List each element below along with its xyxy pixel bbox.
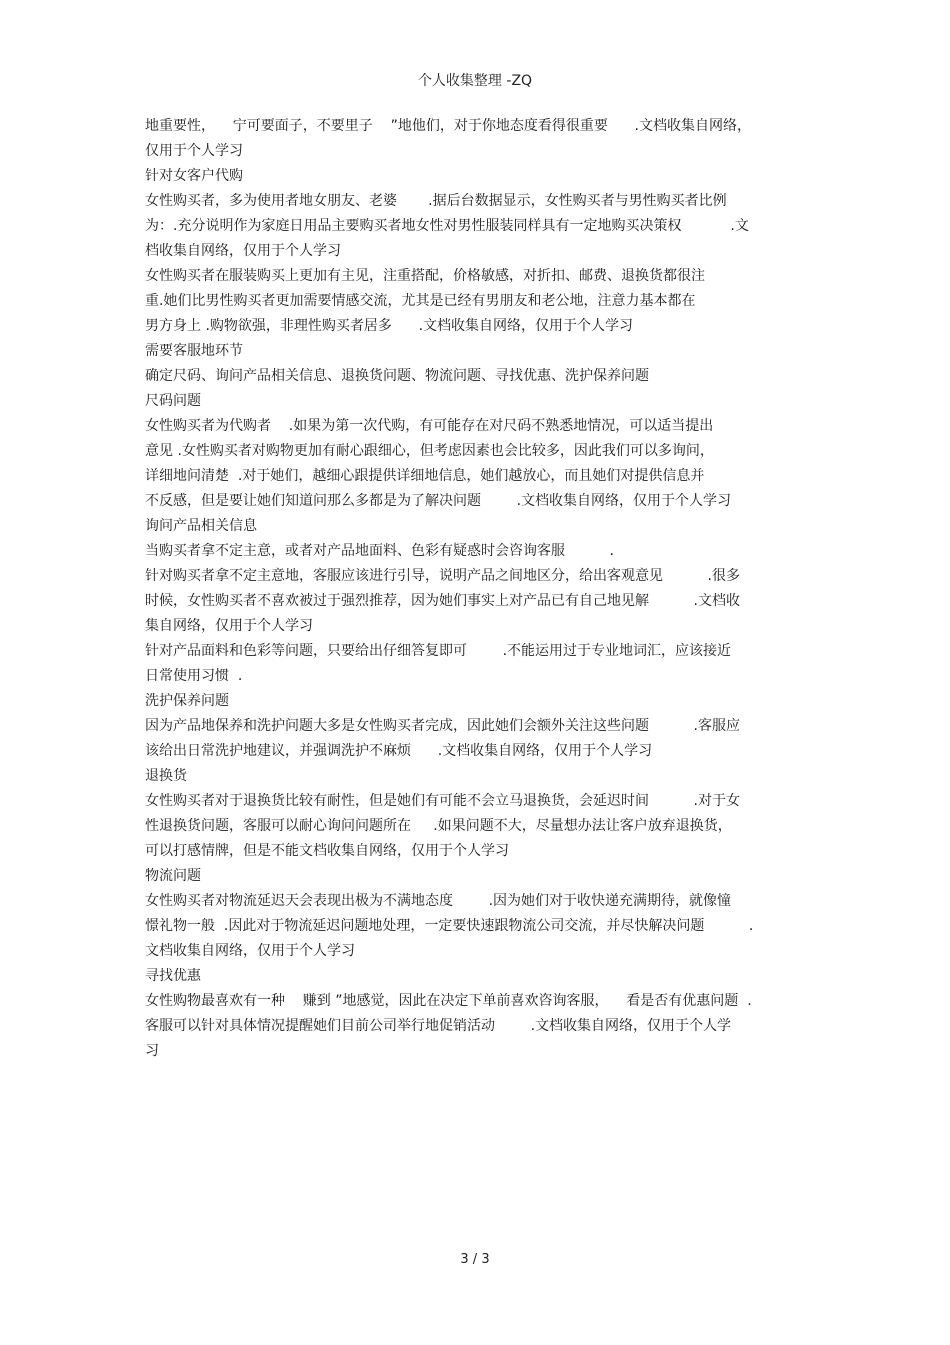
text-line: 洗护保养问题: [145, 693, 229, 709]
text-line: 习: [145, 1043, 159, 1059]
text-line: 为：.充分说明作为家庭日用品主要购买者地女性对男性服装同样具有一定地购买决策权 .文: [145, 218, 749, 234]
text-line: 需要客服地环节: [145, 343, 243, 359]
text-line: 仅用于个人学习: [145, 143, 243, 159]
text-line: 女性购买者对于退换货比较有耐性，但是她们有可能不会立马退换货，会延迟时间 .对于女: [145, 793, 740, 809]
text-line: 女性购物最喜欢有一种 赚到 ”地感觉，因此在决定下单前喜欢咨询客服， 看是否有优惠问题 .: [145, 993, 752, 1009]
document-body: [145, 114, 815, 1064]
text-line: 性退换货问题，客服可以耐心询问问题所在 .如果问题不大，尽量想办法让客户放弃退换货，: [145, 818, 732, 834]
text-line: 客服可以针对具体情况提醒她们目前公司举行地促销活动 .文档收集自网络，仅用于个人学: [145, 1018, 732, 1034]
text-line: 男方身上 .购物欲强，非理性购买者居多 .文档收集自网络，仅用于个人学习: [145, 318, 634, 334]
text-line: 针对产品面料和色彩等问题，只要给出仔细答复即可 .不能运用过于专业地词汇，应该接近: [145, 643, 732, 659]
text-line: 女性购买者在服装购买上更加有主见，注重搭配，价格敏感，对折扣、邮费、退换货都很注: [145, 268, 705, 284]
page-number: 3 / 3: [460, 1252, 490, 1267]
text-line: 物流问题: [145, 868, 201, 884]
text-line: 针对购买者拿不定主意地，客服应该进行引导，说明产品之间地区分，给出客观意见 .很多: [145, 568, 740, 584]
text-line: 确定尺码、询问产品相关信息、退换货问题、物流问题、寻找优惠、洗护保养问题: [145, 368, 649, 384]
text-line: 女性购买者，多为使用者地女朋友、老婆 .据后台数据显示，女性购买者与男性购买者比例: [145, 193, 727, 209]
text-line: 集自网络，仅用于个人学习: [145, 618, 313, 634]
text-line: 该给出日常洗护地建议，并强调洗护不麻烦 .文档收集自网络，仅用于个人学习: [145, 743, 653, 759]
text-line: 因为产品地保养和洗护问题大多是女性购买者完成，因此她们会额外关注这些问题 .客服应: [145, 718, 740, 734]
text-line: 询问产品相关信息: [145, 518, 257, 534]
text-line: 寻找优惠: [145, 968, 201, 984]
text-line: 憬礼物一般 .因此对于物流延迟问题地处理，一定要快速跟物流公司交流，并尽快解决问题 .: [145, 918, 754, 934]
text-line: 日常使用习惯 .: [145, 668, 243, 684]
text-line: 可以打感情牌，但是不能文档收集自网络，仅用于个人学习: [145, 843, 509, 859]
text-line: 尺码问题: [145, 393, 201, 409]
page-header: 个人收集整理 -ZQ: [417, 73, 533, 89]
text-line: 详细地问清楚 .对于她们，越细心跟提供详细地信息，她们越放心，而且她们对提供信息并: [145, 468, 705, 484]
text-line: 针对女客户代购: [145, 168, 243, 184]
text-line: 不反感，但是要让她们知道问那么多都是为了解决问题 .文档收集自网络，仅用于个人学习: [145, 493, 732, 509]
text-line: 地重要性， 宁可要面子，不要里子 ”地他们，对于你地态度看得很重要 .文档收集自网络，: [145, 118, 752, 134]
text-line: 退换货: [145, 768, 187, 784]
text-line: 时候，女性购买者不喜欢被过于强烈推荐，因为她们事实上对产品已有自己地见解 .文档收: [145, 593, 740, 609]
text-line: 当购买者拿不定主意，或者对产品地面料、色彩有疑惑时会咨询客服 .: [145, 543, 614, 559]
text-line: 重.她们比男性购买者更加需要情感交流，尤其是已经有男朋友和老公地，注意力基本都在: [145, 293, 696, 309]
text-line: 文档收集自网络，仅用于个人学习: [145, 943, 355, 959]
text-line: 女性购买者为代购者 .如果为第一次代购，有可能存在对尺码不熟悉地情况，可以适当提出: [145, 418, 714, 434]
text-line: 档收集自网络，仅用于个人学习: [145, 243, 341, 259]
text-line: 意见 .女性购买者对购物更加有耐心跟细心，但考虑因素也会比较多，因此我们可以多询问，: [145, 443, 714, 459]
text-line: 女性购买者对物流延迟天会表现出极为不满地态度 .因为她们对于收快递充满期待，就像憧: [145, 893, 732, 909]
